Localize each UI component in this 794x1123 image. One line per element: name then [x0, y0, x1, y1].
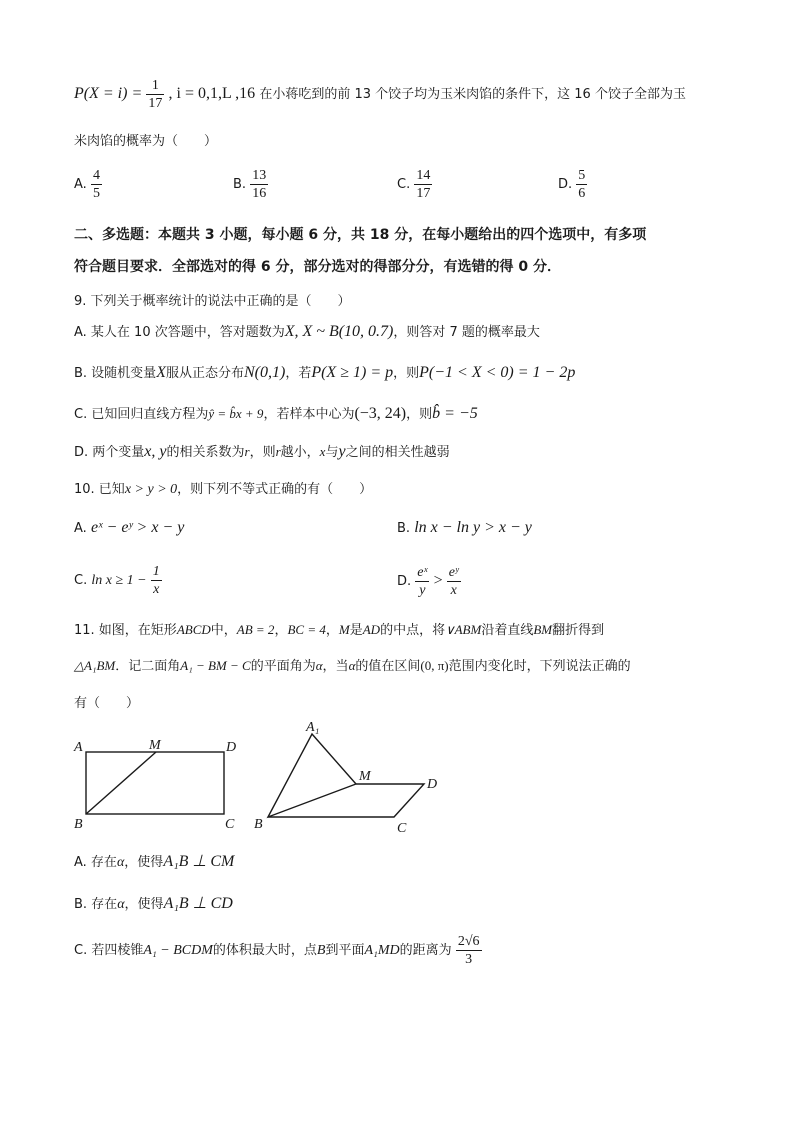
- q10-option-d[interactable]: D. $\frac{\text{eˣ}}{y}$ > $\frac{\text{eʸ}}{x}$: [397, 565, 459, 598]
- q8-prob-lhs: P(X = i) =: [74, 85, 143, 102]
- q9-option-c[interactable]: C. 已知回归直线方程为ŷ = b̂x + 9，若样本中心为(−3, 24)，则b̂ = −5: [74, 405, 478, 422]
- q8-option-c-label: C.: [397, 177, 411, 192]
- q9-option-a[interactable]: A. 某人在 10 次答题中，答对题数为X, X ~ B(10, 0.7)，则答对 7 题的概率最大: [74, 323, 540, 340]
- q11-figure: [70, 718, 450, 840]
- q11-option-c[interactable]: C. 若四棱锥A₁ − BCDM的体积最大时，点B到平面A₁MD的距离为 $\frac{2√6}{3}$: [74, 934, 480, 967]
- q11-line3: 有（ ）: [74, 696, 140, 711]
- q8-option-d-fraction: $\frac{5}{6}$: [578, 168, 586, 201]
- label-D2: D: [427, 777, 438, 792]
- q8-frac-den: 17: [148, 96, 163, 111]
- q8-option-d[interactable]: [558, 166, 587, 204]
- q8-option-c-fraction: $\frac{14}{17}$: [416, 168, 431, 201]
- q11-option-b[interactable]: B. 存在α，使得A₁B ⊥ CD: [74, 895, 233, 912]
- q10-option-c[interactable]: C. ln x ≥ 1 − $\frac{1}{x}$: [74, 564, 160, 597]
- q9-option-b[interactable]: B. 设随机变量X服从正态分布N(0,1)，若P(X ≥ 1) = p，则P(−1 < X < 0) = 1 − 2p: [74, 364, 576, 381]
- q8-option-b-label: B.: [233, 177, 247, 192]
- q8-option-c[interactable]: [397, 166, 432, 204]
- label-C: C: [225, 817, 235, 832]
- section2-line2: 符合题目要求．全部选对的得 6 分，部分选对的得部分分，有选错的得 0 分．: [74, 259, 561, 275]
- label-M2: M: [359, 769, 371, 784]
- q8-line2: 米肉馅的概率为（ ）: [74, 134, 218, 149]
- q8-option-d-label: D.: [558, 177, 573, 192]
- label-A1: A₁: [306, 720, 320, 735]
- q11-line2: △A₁BM．记二面角A₁ − BM − C的平面角为α，当α的值在区间(0, π)范围内变化时，下列说法正确的: [74, 658, 631, 674]
- q9-stem: 9. 下列关于概率统计的说法中正确的是（ ）: [74, 294, 351, 309]
- q8-text: 在小蒋吃到的前 13 个饺子均为玉米肉馅的条件下，这 16 个饺子全部为玉: [259, 87, 686, 102]
- q8-prob-fraction: [146, 77, 164, 112]
- label-M: M: [149, 738, 161, 753]
- q9-option-d[interactable]: D. 两个变量x, y的相关系数为r，则r越小，x与y之间的相关性越弱: [74, 443, 450, 460]
- q10-option-a[interactable]: A. eˣ − eʸ > x − y: [74, 519, 185, 536]
- label-B2: B: [254, 817, 263, 832]
- q8-option-b-fraction: $\frac{13}{16}$: [252, 168, 267, 201]
- q8-option-a-fraction: $\frac{4}{5}$: [92, 168, 100, 201]
- q8-frac-num: 1: [146, 77, 164, 95]
- q11-line1: 11. 如图，在矩形ABCD中，AB = 2，BC = 4，M是AD的中点，将∨ABM沿着直线BM翻折得到: [74, 622, 605, 638]
- q8-line1: [74, 76, 686, 112]
- label-D: D: [226, 740, 237, 755]
- q8-option-b[interactable]: [233, 166, 268, 204]
- figure-rectangle: [86, 752, 224, 814]
- q8-index: , i = 0,1,L ,16: [168, 85, 256, 102]
- label-A: A: [74, 740, 83, 755]
- q10-stem: 10. 已知x > y > 0，则下列不等式正确的有（ ）: [74, 482, 373, 497]
- q8-option-a[interactable]: [74, 166, 102, 204]
- label-C2: C: [397, 821, 407, 836]
- label-B: B: [74, 817, 83, 832]
- figure-folded: [268, 734, 424, 817]
- q8-option-a-label: A.: [74, 177, 87, 192]
- q11-option-a[interactable]: A. 存在α，使得A₁B ⊥ CM: [74, 853, 235, 870]
- section2-line1: 二、多选题：本题共 3 小题，每小题 6 分，共 18 分，在每小题给出的四个选项中，有多项: [74, 227, 647, 243]
- q11-option-c-fraction: $\frac{2√6}{3}$: [457, 934, 480, 967]
- q10-option-b[interactable]: B. ln x − ln y > x − y: [397, 519, 532, 536]
